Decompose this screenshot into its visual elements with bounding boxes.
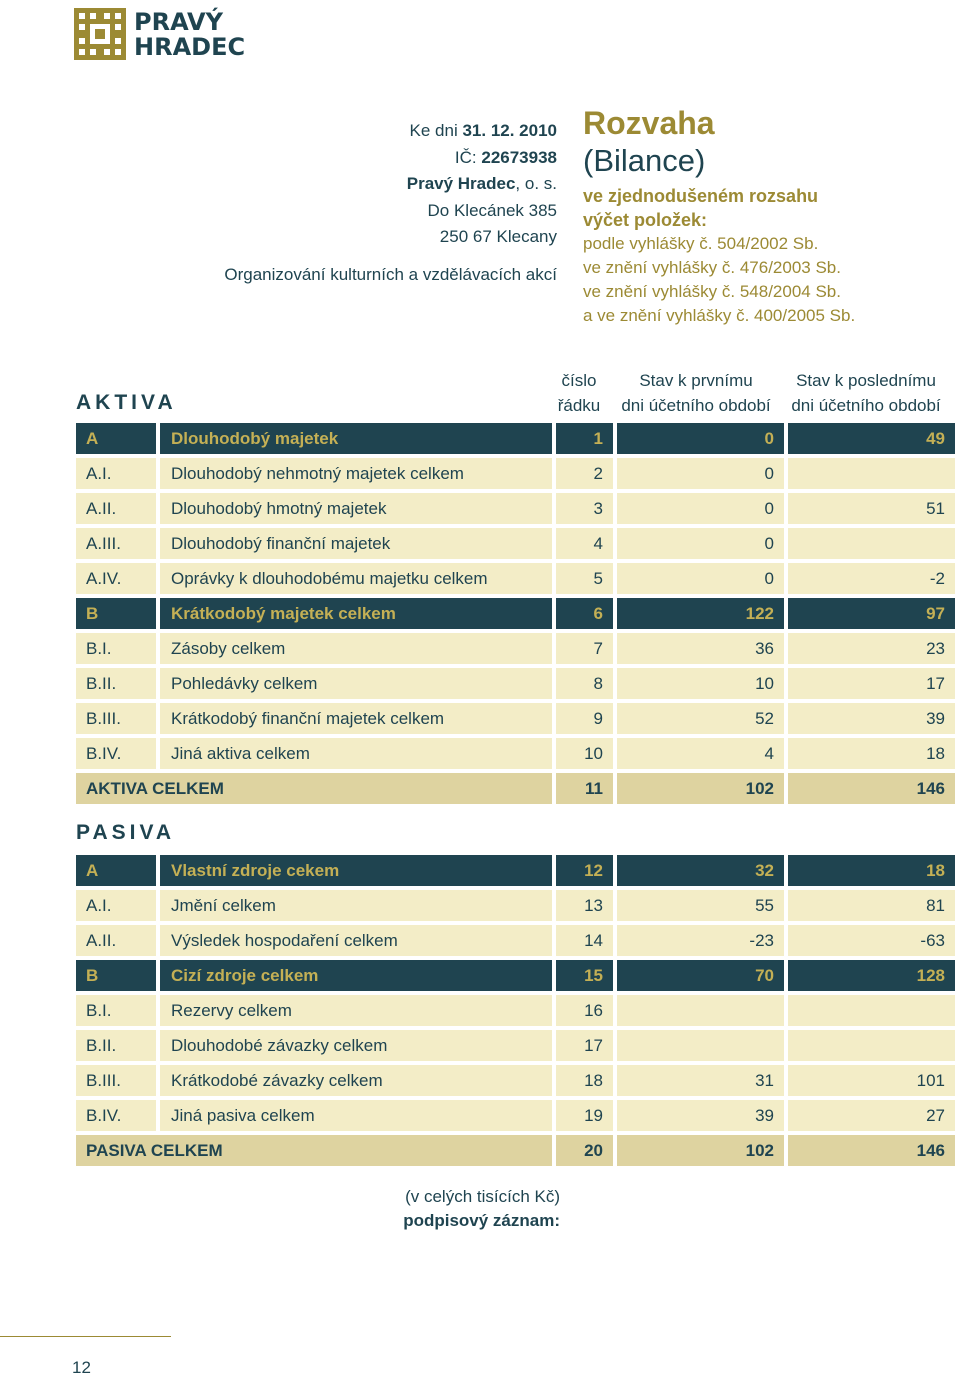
section-aktiva: AKTIVA bbox=[76, 391, 177, 414]
report-date bbox=[407, 118, 557, 145]
row-name: Dlouhodobý finanční majetek bbox=[160, 528, 552, 559]
value-first-day: 0 bbox=[617, 563, 784, 594]
footer-note bbox=[300, 1185, 560, 1233]
row-number: 5 bbox=[556, 563, 613, 594]
row-name: Výsledek hospodaření celkem bbox=[160, 925, 552, 956]
org-city: 250 67 Klecany bbox=[439, 227, 557, 246]
value-first-day: -23 bbox=[617, 925, 784, 956]
row-name: Vlastní zdroje cekem bbox=[160, 855, 552, 886]
table-row bbox=[76, 960, 955, 991]
scope-text: ve zjednodušeném rozsahu bbox=[583, 186, 819, 206]
row-code: B.II. bbox=[76, 1030, 156, 1061]
table-row bbox=[76, 668, 955, 699]
col-head-line: číslo bbox=[561, 371, 597, 390]
total-label: PASIVA CELKEM bbox=[76, 1135, 552, 1166]
col-head-line: Stav k prvnímu bbox=[639, 371, 753, 390]
table-row bbox=[76, 995, 955, 1026]
org-name bbox=[407, 171, 557, 198]
value-first-day: 122 bbox=[617, 598, 784, 629]
value-first-day: 36 bbox=[617, 633, 784, 664]
value-first-day: 0 bbox=[617, 423, 784, 454]
row-name: Krátkodobý majetek celkem bbox=[160, 598, 552, 629]
value-last-day bbox=[788, 995, 955, 1026]
document-subtitle: (Bilance) bbox=[583, 143, 706, 178]
table-row bbox=[76, 528, 955, 559]
table-row bbox=[76, 493, 955, 524]
value-last-day bbox=[788, 1030, 955, 1061]
row-number: 16 bbox=[556, 995, 613, 1026]
row-number: 8 bbox=[556, 668, 613, 699]
row-code: B.IV. bbox=[76, 738, 156, 769]
table-row bbox=[76, 598, 955, 629]
row-name: Jiná pasiva celkem bbox=[160, 1100, 552, 1131]
items-label: výčet položek: bbox=[583, 210, 708, 230]
pasiva-total-row bbox=[76, 1135, 955, 1166]
table-row bbox=[76, 890, 955, 921]
row-number: 12 bbox=[556, 855, 613, 886]
date-prefix: Ke dni bbox=[409, 121, 463, 140]
value-first-day bbox=[617, 995, 784, 1026]
row-name: Krátkodobé závazky celkem bbox=[160, 1065, 552, 1096]
row-name: Rezervy celkem bbox=[160, 995, 552, 1026]
legal-line: ve znění vyhlášky č. 476/2003 Sb. bbox=[583, 258, 841, 277]
value-last-day: 51 bbox=[788, 493, 955, 524]
col-head-line: dni účetního období bbox=[621, 396, 771, 415]
row-code: A bbox=[76, 423, 156, 454]
value-last-day: -63 bbox=[788, 925, 955, 956]
value-first-day: 10 bbox=[617, 668, 784, 699]
row-number: 3 bbox=[556, 493, 613, 524]
table-row bbox=[76, 1100, 955, 1131]
table-row bbox=[76, 423, 955, 454]
row-code: A.I. bbox=[76, 890, 156, 921]
table-row bbox=[76, 855, 955, 886]
ic-line bbox=[407, 145, 557, 172]
row-number: 2 bbox=[556, 458, 613, 489]
row-number: 10 bbox=[556, 738, 613, 769]
value-first-day: 32 bbox=[617, 855, 784, 886]
row-name: Dlouhodobý majetek bbox=[160, 423, 552, 454]
col-head-first-day bbox=[614, 368, 778, 418]
row-code: B bbox=[76, 598, 156, 629]
value-first-day: 0 bbox=[617, 528, 784, 559]
units-note: (v celých tisících Kč) bbox=[405, 1187, 560, 1206]
page-rule bbox=[0, 1336, 171, 1337]
document-title: Rozvaha bbox=[583, 105, 715, 141]
row-number: 20 bbox=[556, 1135, 613, 1166]
table-row bbox=[76, 1030, 955, 1061]
value-first-day: 31 bbox=[617, 1065, 784, 1096]
aktiva-total-row bbox=[76, 773, 955, 804]
row-code: B.III. bbox=[76, 703, 156, 734]
value-last-day: 39 bbox=[788, 703, 955, 734]
row-number: 14 bbox=[556, 925, 613, 956]
row-code: A.II. bbox=[76, 493, 156, 524]
row-number: 19 bbox=[556, 1100, 613, 1131]
value-first-day: 102 bbox=[617, 1135, 784, 1166]
row-name: Dlouhodobý nehmotný majetek celkem bbox=[160, 458, 552, 489]
logo-text bbox=[134, 10, 245, 60]
row-name: Pohledávky celkem bbox=[160, 668, 552, 699]
signature-label: podpisový záznam: bbox=[403, 1211, 560, 1230]
logo bbox=[74, 8, 246, 64]
table-row bbox=[76, 633, 955, 664]
value-last-day: 81 bbox=[788, 890, 955, 921]
row-number: 1 bbox=[556, 423, 613, 454]
value-last-day: 23 bbox=[788, 633, 955, 664]
row-code: A.II. bbox=[76, 925, 156, 956]
row-code: A.I. bbox=[76, 458, 156, 489]
row-name: Cizí zdroje celkem bbox=[160, 960, 552, 991]
row-name: Dlouhodobé závazky celkem bbox=[160, 1030, 552, 1061]
row-name: Dlouhodobý hmotný majetek bbox=[160, 493, 552, 524]
row-number: 7 bbox=[556, 633, 613, 664]
table-row bbox=[76, 738, 955, 769]
value-last-day bbox=[788, 458, 955, 489]
value-last-day: 101 bbox=[788, 1065, 955, 1096]
org-street: Do Klecánek 385 bbox=[427, 200, 557, 220]
row-number: 11 bbox=[556, 773, 613, 804]
row-code: B.II. bbox=[76, 668, 156, 699]
legal-line: a ve znění vyhlášky č. 400/2005 Sb. bbox=[583, 306, 856, 325]
logo-line-1: PRAVÝ bbox=[134, 8, 223, 36]
ic-value: 22673938 bbox=[481, 147, 557, 167]
value-last-day: 146 bbox=[788, 1135, 955, 1166]
value-last-day: 97 bbox=[788, 598, 955, 629]
org-activity: Organizování kulturních a vzdělávacích akcí bbox=[224, 265, 557, 284]
row-number: 17 bbox=[556, 1030, 613, 1061]
org-name-bold: Pravý Hradec bbox=[406, 174, 516, 193]
ic-label: IČ: bbox=[454, 147, 482, 167]
value-last-day: 17 bbox=[788, 668, 955, 699]
col-head-line: řádku bbox=[557, 396, 601, 415]
value-last-day: 146 bbox=[788, 773, 955, 804]
section-pasiva: PASIVA bbox=[76, 821, 176, 844]
value-first-day: 70 bbox=[617, 960, 784, 991]
row-code: A.III. bbox=[76, 528, 156, 559]
value-first-day: 52 bbox=[617, 703, 784, 734]
row-code: B.I. bbox=[76, 633, 156, 664]
row-name: Krátkodobý finanční majetek celkem bbox=[160, 703, 552, 734]
row-code: B bbox=[76, 960, 156, 991]
row-code: B.III. bbox=[76, 1065, 156, 1096]
total-label: AKTIVA CELKEM bbox=[76, 773, 552, 804]
row-number: 18 bbox=[556, 1065, 613, 1096]
col-head-line: dni účetního období bbox=[791, 396, 941, 415]
value-last-day: -2 bbox=[788, 563, 955, 594]
row-number: 9 bbox=[556, 703, 613, 734]
row-number: 13 bbox=[556, 890, 613, 921]
row-code: A bbox=[76, 855, 156, 886]
row-name: Jiná aktiva celkem bbox=[160, 738, 552, 769]
page-number: 12 bbox=[72, 1358, 91, 1377]
row-name: Jmění celkem bbox=[160, 890, 552, 921]
value-last-day: 18 bbox=[788, 855, 955, 886]
organization-info bbox=[407, 118, 557, 251]
row-code: A.IV. bbox=[76, 563, 156, 594]
value-last-day: 27 bbox=[788, 1100, 955, 1131]
org-name-suffix: , o. s. bbox=[515, 174, 557, 193]
logo-mark-icon bbox=[74, 8, 126, 60]
value-first-day: 102 bbox=[617, 773, 784, 804]
col-head-last-day bbox=[786, 368, 946, 418]
date-value: 31. 12. 2010 bbox=[462, 121, 557, 140]
table-row bbox=[76, 1065, 955, 1096]
logo-line-2: HRADEC bbox=[134, 33, 246, 61]
row-name: Oprávky k dlouhodobému majetku celkem bbox=[160, 563, 552, 594]
row-name: Zásoby celkem bbox=[160, 633, 552, 664]
value-first-day: 55 bbox=[617, 890, 784, 921]
value-first-day bbox=[617, 1030, 784, 1061]
col-head-line: Stav k poslednímu bbox=[796, 371, 936, 390]
row-number: 15 bbox=[556, 960, 613, 991]
title-block bbox=[583, 104, 855, 328]
row-number: 6 bbox=[556, 598, 613, 629]
col-head-row-number bbox=[548, 368, 610, 418]
table-row bbox=[76, 925, 955, 956]
value-first-day: 4 bbox=[617, 738, 784, 769]
value-last-day bbox=[788, 528, 955, 559]
table-row bbox=[76, 563, 955, 594]
value-first-day: 39 bbox=[617, 1100, 784, 1131]
value-last-day: 49 bbox=[788, 423, 955, 454]
table-row bbox=[76, 458, 955, 489]
legal-line: ve znění vyhlášky č. 548/2004 Sb. bbox=[583, 282, 841, 301]
value-first-day: 0 bbox=[617, 458, 784, 489]
value-last-day: 128 bbox=[788, 960, 955, 991]
value-last-day: 18 bbox=[788, 738, 955, 769]
row-code: B.IV. bbox=[76, 1100, 156, 1131]
legal-line: podle vyhlášky č. 504/2002 Sb. bbox=[583, 234, 819, 253]
value-first-day: 0 bbox=[617, 493, 784, 524]
table-row bbox=[76, 703, 955, 734]
row-number: 4 bbox=[556, 528, 613, 559]
row-code: B.I. bbox=[76, 995, 156, 1026]
